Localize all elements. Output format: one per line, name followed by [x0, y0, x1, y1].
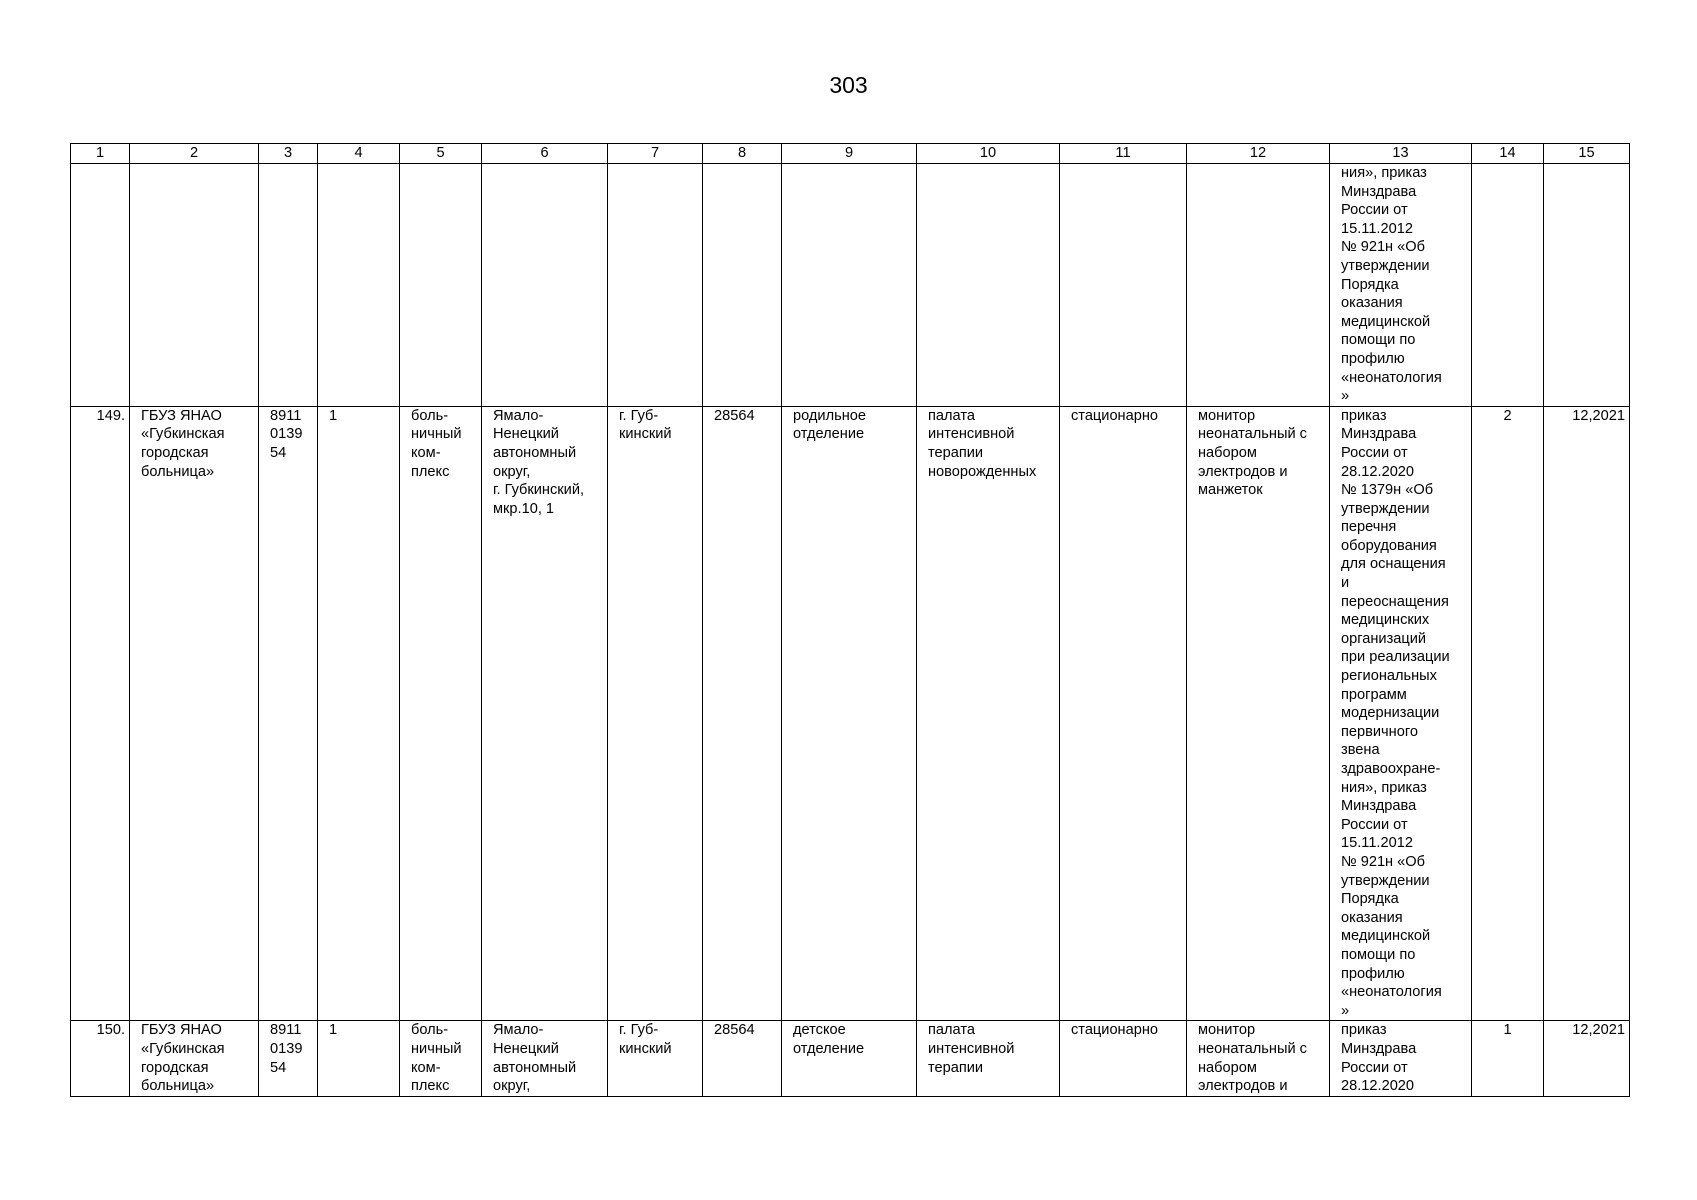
department: родильное отделение — [793, 407, 866, 443]
table-cell — [1544, 164, 1630, 407]
column-number: 12 — [1187, 144, 1330, 164]
column-number: 8 — [703, 144, 782, 164]
table-cell — [318, 164, 400, 407]
column-4-cell — [318, 406, 400, 1021]
equipment-name: монитор неонатальный с набором электродов и манжеток — [1198, 407, 1307, 499]
table-cell-legal-basis — [1330, 164, 1472, 407]
legal-basis-text: ния», приказ Минздрава России от 15.11.2012 № 921н «Об утверждении Порядка оказания медицинской помощи по профилю «неонатология » — [1341, 165, 1442, 405]
continuation-row — [71, 164, 1630, 407]
table-cell — [71, 164, 130, 407]
code-cell — [703, 1021, 782, 1097]
table-cell — [782, 164, 917, 407]
table-cell — [608, 164, 703, 407]
equipment-cell — [1187, 406, 1330, 1021]
table-cell — [703, 164, 782, 407]
address-cell — [482, 1021, 608, 1097]
city: г. Губ- кинский — [619, 1022, 672, 1057]
department-cell — [782, 1021, 917, 1097]
inn-value: 8911 0139 54 — [270, 1022, 303, 1076]
ward: палата интенсивной терапии новорожденных — [928, 407, 1037, 480]
care-form-cell — [1060, 1021, 1187, 1097]
row-number: 150. — [96, 1022, 125, 1039]
column-number: 10 — [917, 144, 1060, 164]
organization-cell — [130, 1021, 259, 1097]
department: детское отделение — [793, 1022, 865, 1057]
date-cell — [1544, 1021, 1630, 1097]
table-cell — [482, 164, 608, 407]
quantity: 2 — [1503, 407, 1512, 424]
legal-basis-cell — [1330, 406, 1472, 1021]
column-4-cell — [318, 1021, 400, 1097]
ward: палата интенсивной терапии — [928, 1022, 1015, 1076]
equipment-registry-table — [70, 143, 1630, 1097]
column-number: 13 — [1330, 144, 1472, 164]
facility-type: боль- ничный ком- плекс — [411, 407, 462, 480]
column-number: 14 — [1472, 144, 1544, 164]
column-number: 4 — [318, 144, 400, 164]
table-cell — [1187, 164, 1330, 407]
table-cell — [917, 164, 1060, 407]
legal-basis-cell — [1330, 1021, 1472, 1097]
address: Ямало- Ненецкий автономный округ, г. Губкинский, мкр.10, 1 — [493, 407, 585, 517]
table-row — [71, 1021, 1630, 1097]
address: Ямало- Ненецкий автономный округ, — [493, 1022, 577, 1095]
facility-type-cell — [400, 406, 482, 1021]
facility-type-cell — [400, 1021, 482, 1097]
column-number: 6 — [482, 144, 608, 164]
date-cell — [1544, 406, 1630, 1021]
column-number: 7 — [608, 144, 703, 164]
city-cell — [608, 406, 703, 1021]
quantity: 1 — [1503, 1022, 1512, 1039]
organization-name: ГБУЗ ЯНАО «Губкинская городская больница» — [141, 1022, 225, 1095]
table-cell — [1060, 164, 1187, 407]
column-number-row — [71, 144, 1630, 164]
quantity-cell — [1472, 1021, 1544, 1097]
table-cell — [1472, 164, 1544, 407]
address-cell — [482, 406, 608, 1021]
table-cell — [400, 164, 482, 407]
legal-basis-text: приказ Минздрава России от 28.12.2020 — [1341, 1022, 1417, 1095]
column-number: 3 — [259, 144, 318, 164]
department-cell — [782, 406, 917, 1021]
table-row — [71, 406, 1630, 1021]
equipment-name: монитор неонатальный с набором электродов и — [1198, 1022, 1307, 1095]
inn-value: 8911 0139 54 — [270, 407, 303, 461]
code-value: 28564 — [714, 407, 755, 424]
inn-cell — [259, 406, 318, 1021]
facility-type: боль- ничный ком- плекс — [411, 1022, 462, 1095]
column-number: 5 — [400, 144, 482, 164]
legal-basis-text: приказ Минздрава России от 28.12.2020 № 1379н «Об утверждении перечня оборудования для оснащения и переоснащения медицинских организаций при реализации региональных программ модернизации первичного звена здравоохране- ния», приказ Минздрава России от 15.11.2012 № 921н «Об утверждении Порядка оказания медицинской помощи по профилю «неонатология » — [1341, 407, 1450, 1019]
table-cell — [259, 164, 318, 407]
row-number-cell — [71, 406, 130, 1021]
care-form-cell — [1060, 406, 1187, 1021]
organization-name: ГБУЗ ЯНАО «Губкинская городская больница» — [141, 407, 225, 480]
column-number: 1 — [71, 144, 130, 164]
row-number-cell — [71, 1021, 130, 1097]
column-4-value: 1 — [329, 407, 338, 424]
page-number: 303 — [829, 72, 868, 98]
city-cell — [608, 1021, 703, 1097]
column-number: 9 — [782, 144, 917, 164]
care-form: стационарно — [1071, 407, 1159, 424]
equipment-cell — [1187, 1021, 1330, 1097]
care-form: стационарно — [1071, 1022, 1159, 1039]
column-number: 11 — [1060, 144, 1187, 164]
table-cell — [130, 164, 259, 407]
ward-cell — [917, 1021, 1060, 1097]
code-cell — [703, 406, 782, 1021]
code-value: 28564 — [714, 1022, 755, 1039]
ward-cell — [917, 406, 1060, 1021]
date-value: 12,2021 — [1572, 1022, 1625, 1039]
column-number: 15 — [1544, 144, 1630, 164]
column-4-value: 1 — [329, 1022, 338, 1039]
date-value: 12,2021 — [1572, 407, 1625, 424]
organization-cell — [130, 406, 259, 1021]
city: г. Губ- кинский — [619, 407, 672, 443]
quantity-cell — [1472, 406, 1544, 1021]
column-number: 2 — [130, 144, 259, 164]
inn-cell — [259, 1021, 318, 1097]
row-number: 149. — [96, 407, 125, 424]
